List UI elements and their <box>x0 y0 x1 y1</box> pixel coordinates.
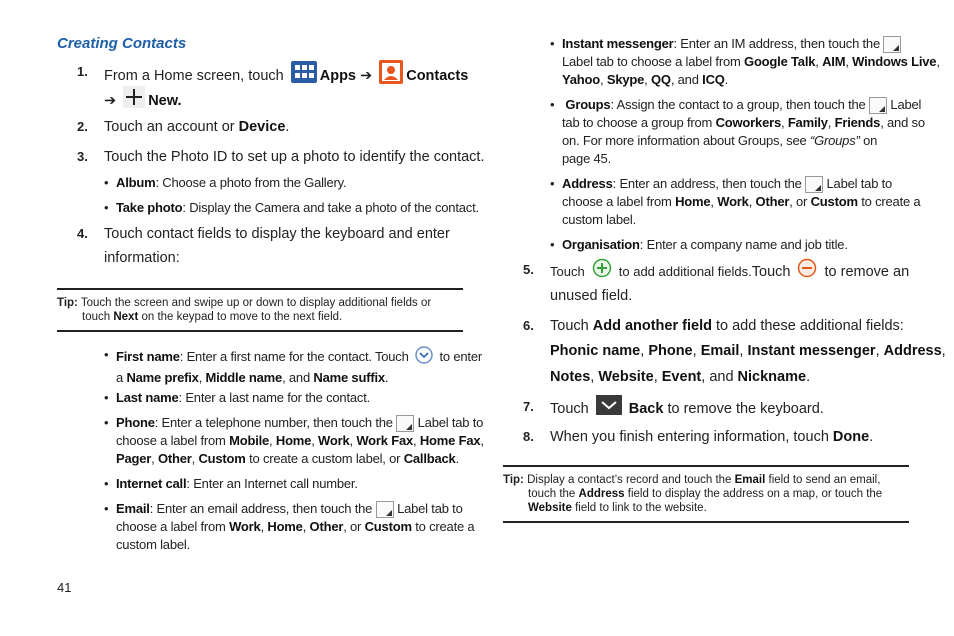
label-tab-icon <box>805 176 823 193</box>
label-tab-icon <box>869 97 887 114</box>
step-5-cont: unused field. <box>550 288 633 304</box>
step-1-cont: ➔ New. <box>104 86 182 116</box>
back-keyboard-icon <box>596 395 622 423</box>
plus-icon <box>123 86 145 116</box>
label-tab-icon <box>376 501 394 518</box>
tip-box-2: Tip: Display a contact’s record and touch the Email field to send an email, touch the Address field to display the address on a map, or touch the Website field to link to the website. <box>503 465 909 523</box>
step-4-cont: information: <box>104 250 180 266</box>
label-tab-icon <box>883 36 901 53</box>
remove-field-icon <box>797 258 817 286</box>
page-number: 41 <box>57 580 72 595</box>
step-6-fields-line1: Phonic name, Phone, Email, Instant messenger, Address, <box>550 343 946 359</box>
tip-box-1: Tip: Touch the screen and swipe up or down to display additional fields or touch Next on the keypad to move to the next field. <box>57 288 463 332</box>
contacts-icon <box>379 60 403 92</box>
section-heading: Creating Contacts <box>57 35 187 52</box>
apps-icon <box>291 61 317 91</box>
add-field-icon <box>592 258 612 286</box>
label-tab-icon <box>396 415 414 432</box>
expand-chevron-icon <box>415 346 433 369</box>
step-6-fields-line2: Notes, Website, Event, and Nickname. <box>550 369 811 385</box>
